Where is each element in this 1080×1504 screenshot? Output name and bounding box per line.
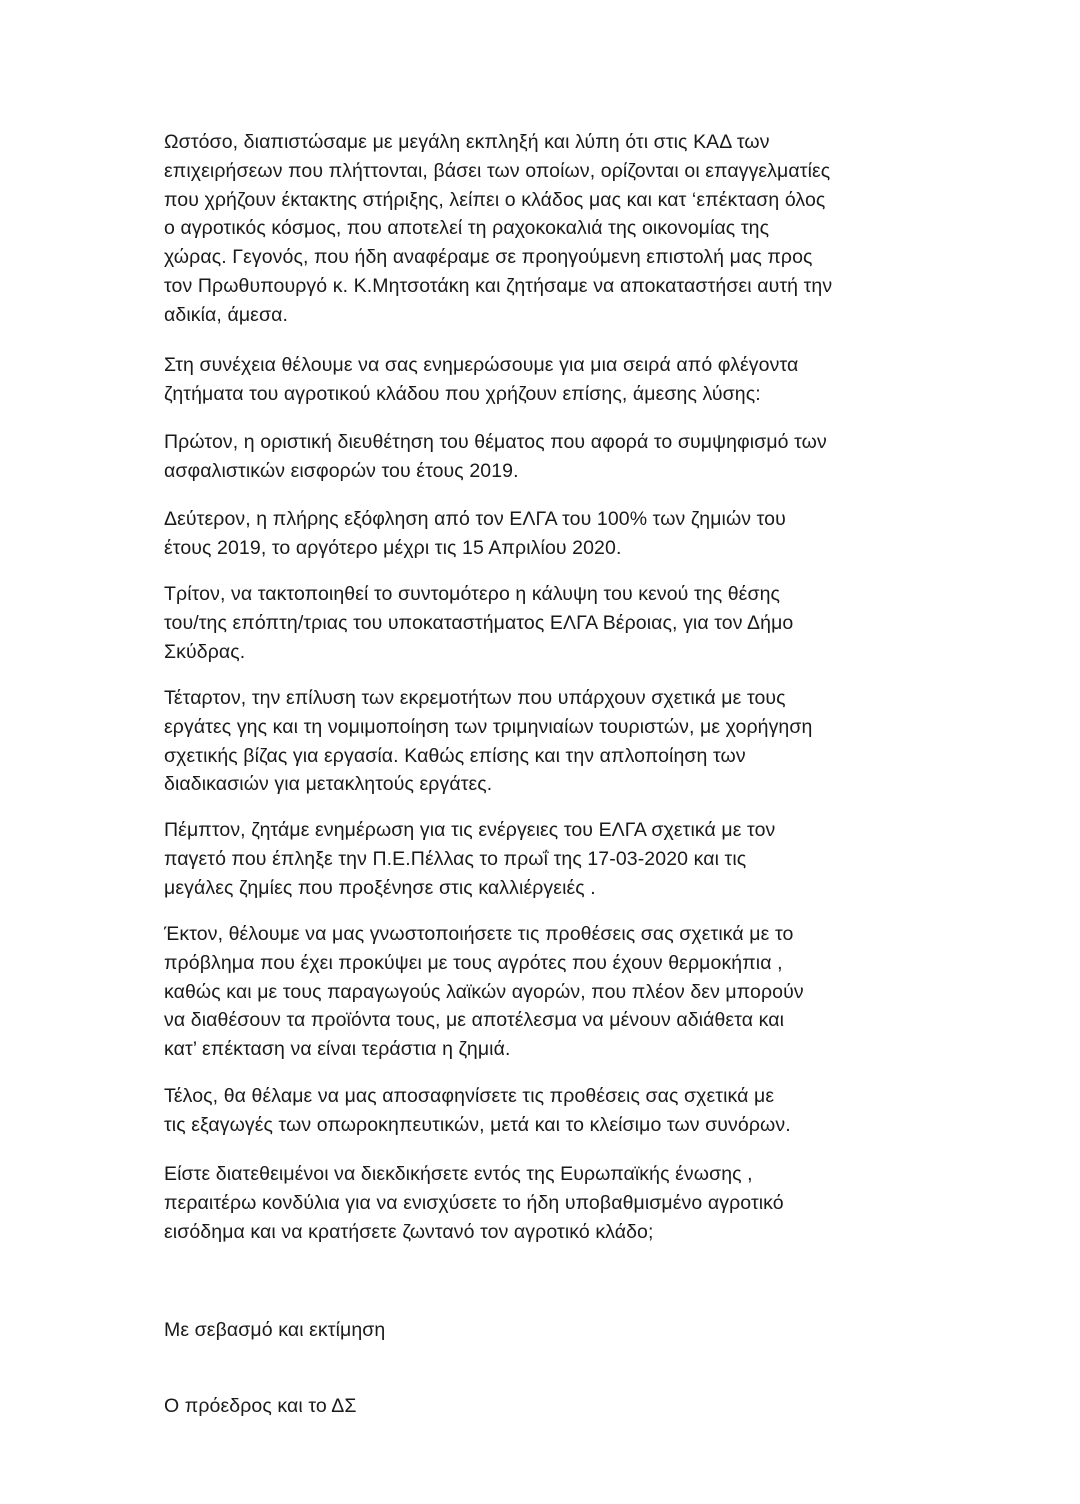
- text-line: Τέταρτον, την επίλυση των εκρεμοτήτων που υπάρχουν σχετικά με τους: [164, 687, 786, 709]
- text-line: πρόβλημα που έχει προκύψει με τους αγρότες που έχουν θερμοκήπια ,: [164, 951, 783, 974]
- text-line: Στη συνέχεια θέλουμε να σας ενημερώσουμε για μια σειρά από φλέγοντα: [164, 354, 799, 376]
- text-line: Τρίτον, να τακτοποιηθεί το συντομότερο η κάλυψη του κενού της θέσης: [164, 583, 781, 605]
- text-line: αδικία, άμεσα.: [164, 303, 288, 326]
- text-line: του/της επόπτη/τριας του υποκαταστήματος ΕΛΓΑ Βέροιας, για τον Δήμο: [164, 611, 794, 634]
- text-line: Ο πρόεδρος και το ΔΣ: [164, 1395, 357, 1417]
- text-line: εργάτες γης και τη νομιμοποίηση των τριμηνιαίων τουριστών, με χορήγηση: [164, 715, 813, 738]
- text-line: Είστε διατεθειμένοι να διεκδικήσετε εντός της Ευρωπαϊκής ένωσης ,: [164, 1163, 753, 1185]
- text-line: που χρήζουν έκτακτης στήριξης, λείπει ο κλάδος μας και κατ ‘επέκταση όλος: [164, 188, 826, 211]
- text-line: επιχειρήσεων που πλήττονται, βάσει των οποίων, ορίζονται οι επαγγελματίες: [164, 159, 831, 182]
- text-line: να διαθέσουν τα προϊόντα τους, με αποτέλεσμα να μένουν αδιάθετα και: [164, 1009, 785, 1032]
- text-line: Με σεβασμό και εκτίμηση: [164, 1319, 386, 1341]
- text-line: Σκύδρας.: [164, 640, 246, 663]
- text-line: εισόδημα και να κρατήσετε ζωντανό τον αγροτικό κλάδο;: [164, 1220, 654, 1243]
- text-line: Πέμπτον, ζητάμε ενημέρωση για τις ενέργειες του ΕΛΓΑ σχετικά με τον: [164, 819, 776, 841]
- text-line: περαιτέρω κονδύλια για να ενισχύσετε το ήδη υποβαθμισμένο αγροτικό: [164, 1191, 784, 1214]
- text-line: Έκτον, θέλουμε να μας γνωστοποιήσετε τις προθέσεις σας σχετικά με το: [164, 923, 794, 945]
- text-line: ζητήματα του αγροτικού κλάδου που χρήζουν επίσης, άμεσης λύσης:: [164, 382, 761, 405]
- text-line: τις εξαγωγές των οπωροκηπευτικών, μετά και το κλείσιμο των συνόρων.: [164, 1113, 791, 1136]
- text-line: ασφαλιστικών εισφορών του έτους 2019.: [164, 459, 519, 482]
- text-line: Δεύτερον, η πλήρης εξόφληση από τον ΕΛΓΑ του 100% των ζημιών του: [164, 508, 786, 530]
- text-line: παγετό που έπληξε την Π.Ε.Πέλλας το πρωΐ της 17-03-2020 και τις: [164, 847, 747, 870]
- text-line: Πρώτον, η οριστική διευθέτηση του θέματος που αφορά το συμψηφισμό των: [164, 431, 827, 453]
- text-line: χώρας. Γεγονός, που ήδη αναφέραμε σε προηγούμενη επιστολή μας προς: [164, 246, 813, 269]
- text-line: Τέλος, θα θέλαμε να μας αποσαφηνίσετε τις προθέσεις σας σχετικά με: [164, 1085, 775, 1107]
- text-line: διαδικασιών για μετακλητούς εργάτες.: [164, 773, 493, 796]
- text-line: κατ’ επέκταση να είναι τεράστια η ζημιά.: [164, 1038, 511, 1061]
- text-line: Ωστόσο, διαπιστώσαμε με μεγάλη εκπληξή και λύπη ότι στις ΚΑΔ των: [164, 131, 770, 153]
- text-line: καθώς και με τους παραγωγούς λαϊκών αγορών, που πλέον δεν μπορούν: [164, 980, 804, 1003]
- text-line: μεγάλες ζημίες που προξένησε στις καλλιέργειές .: [164, 876, 596, 899]
- text-line: τον Πρωθυπουργό κ. Κ.Μητσοτάκη και ζητήσαμε να αποκαταστήσει αυτή την: [164, 275, 833, 297]
- text-line: ο αγροτικός κόσμος, που αποτελεί τη ραχοκοκαλιά της οικονομίας της: [164, 217, 770, 240]
- text-line: έτους 2019, το αργότερο μέχρι τις 15 Απριλίου 2020.: [164, 536, 622, 559]
- text-line: σχετικής βίζας για εργασία. Καθώς επίσης και την απλοποίηση των: [164, 744, 746, 767]
